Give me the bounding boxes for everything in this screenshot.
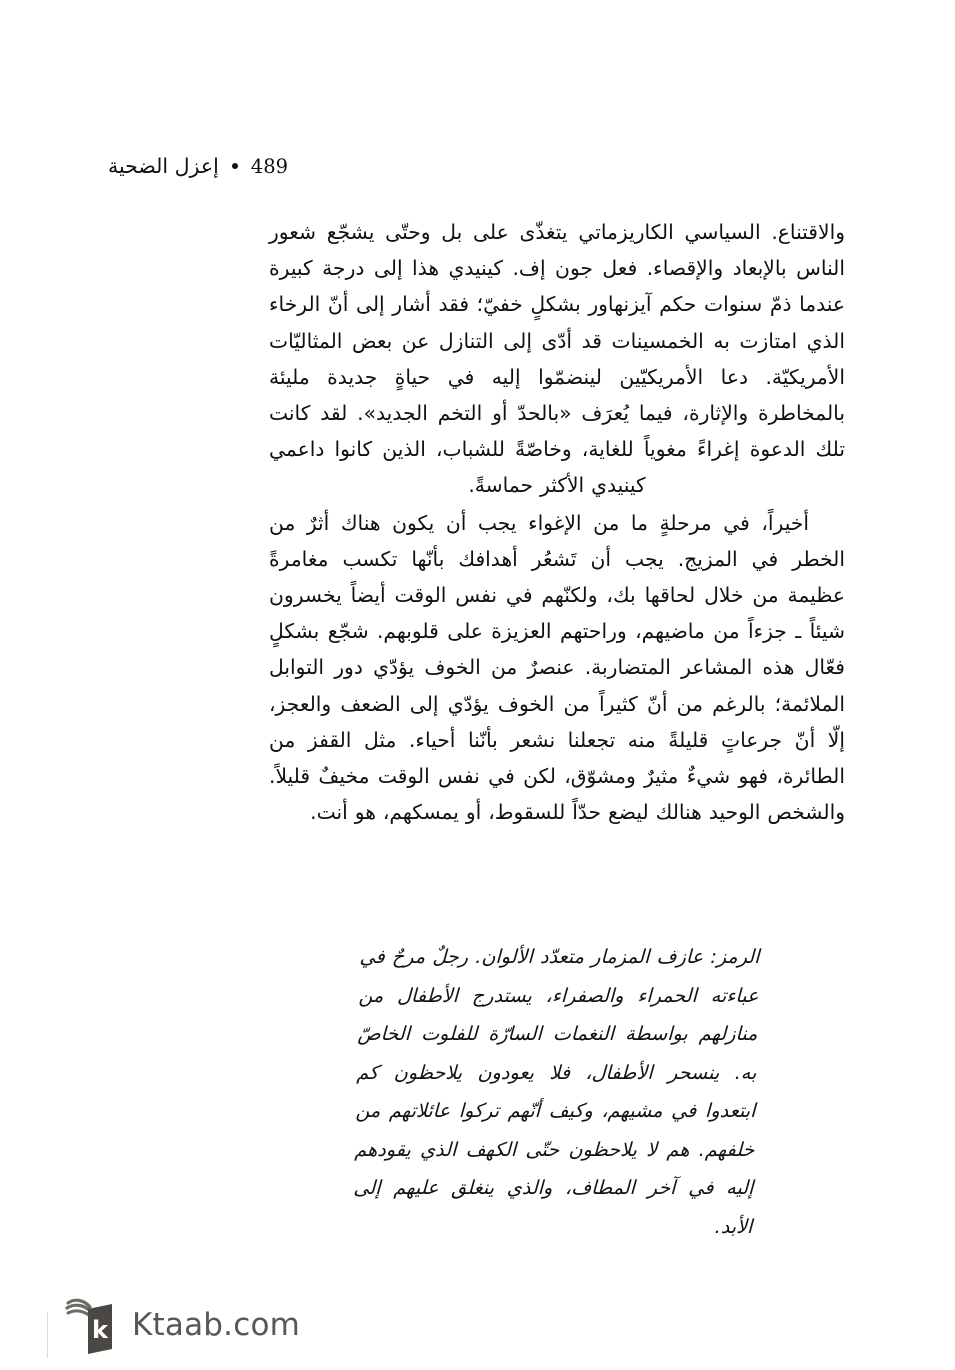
bullet-separator-icon — [232, 163, 238, 169]
svg-text:k: k — [92, 1316, 108, 1344]
body-paragraph: أخيراً، في مرحلةٍ ما من الإغواء يجب أن يكون هناك أثرٌ من الخطر في المزيج. يجب أن تَشعُر أهدافك بأنّها تكسب مغامرةً عظيمة من خلال لحاقها بك، ولكنّهم في نفس الوقت أيضاً يخسرون شيئاً ـ جزءاً من ماضيهم، وراحتهم العزيزة على قلوبهم. شجّع بشكلٍ فعّال هذه المشاعر المتضاربة. عنصرٌ من الخوف يؤدّي دور التوابل الملائمة؛ بالرغم من أنّ كثيراً من الخوف يؤدّي إلى الضعف والعجز، إلّا أنّ جرعاتٍ قليلةً منه تجعلنا نشعر بأنّنا أحياء. مثل القفز من الطائرة، فهو شيءٌ مثيرٌ ومشوّق، لكن في نفس الوقت مخيفٌ قليلاً. والشخص الوحيد هنالك ليضع حدّاً للسقوط، أو يمسكهم، هو أنت. — [269, 510, 845, 825]
running-head — [108, 155, 288, 178]
page-number: 489 — [250, 154, 289, 178]
chapter-title: إعزل الضحية — [108, 154, 219, 178]
watermark-site-name: Ktaab.com — [132, 1306, 301, 1343]
ktaab-watermark[interactable] — [62, 1294, 300, 1356]
symbol-quote-block — [353, 938, 760, 1246]
body-paragraph: والاقتناع. السياسي الكاريزماتي يتغذّى على بل وحتّى يشجّع شعور الناس بالإبعاد والإقصاء. فعل جون إف. كينيدي هذا إلى درجة كبيرة عندما ذمّ سنوات حكم آيزنهاور بشكلٍ خفيّ؛ فقد أشار إلى أنّ الرخاء الذي امتازت به الخمسينات قد أدّى إلى التنازل عن بعض المثاليّات الأمريكيّة. دعا الأمريكيّين لينضمّوا إليه في حياةٍ جديدة مليئة بالمخاطرة والإثارة، فيما يُعرَف «بالحدّ أو التخم الجديد». لقد كانت تلك الدعوة إغراءً مغوياً للغاية، وخاصّةً للشباب، الذين كانوا داعمي كينيدي الأكثر حماسةً. — [269, 220, 845, 498]
symbol-quote-text: الرمز: عازف المزمار متعدّد الألوان. رجلٌ مرحٌ في عباءته الحمراء والصفراء، يستدرج الأطفال من منازلهم بواسطة النغمات السارّة للفلوت الخاصّ به. ينسحر الأطفال، فلا يعودون يلاحظون كم ابتعدوا في مشيهم، وكيف أنّهم تركوا عائلاتهم من خلفهم. هم لا يلاحظون حتّى الكهف الذي يقودهم إليه في آخر المطاف، والذي ينغلق عليهم إلى الأبد. — [353, 945, 760, 1238]
body-text-column — [269, 214, 845, 830]
scan-edge-artifact — [47, 1312, 48, 1358]
open-book-icon — [62, 1294, 118, 1356]
